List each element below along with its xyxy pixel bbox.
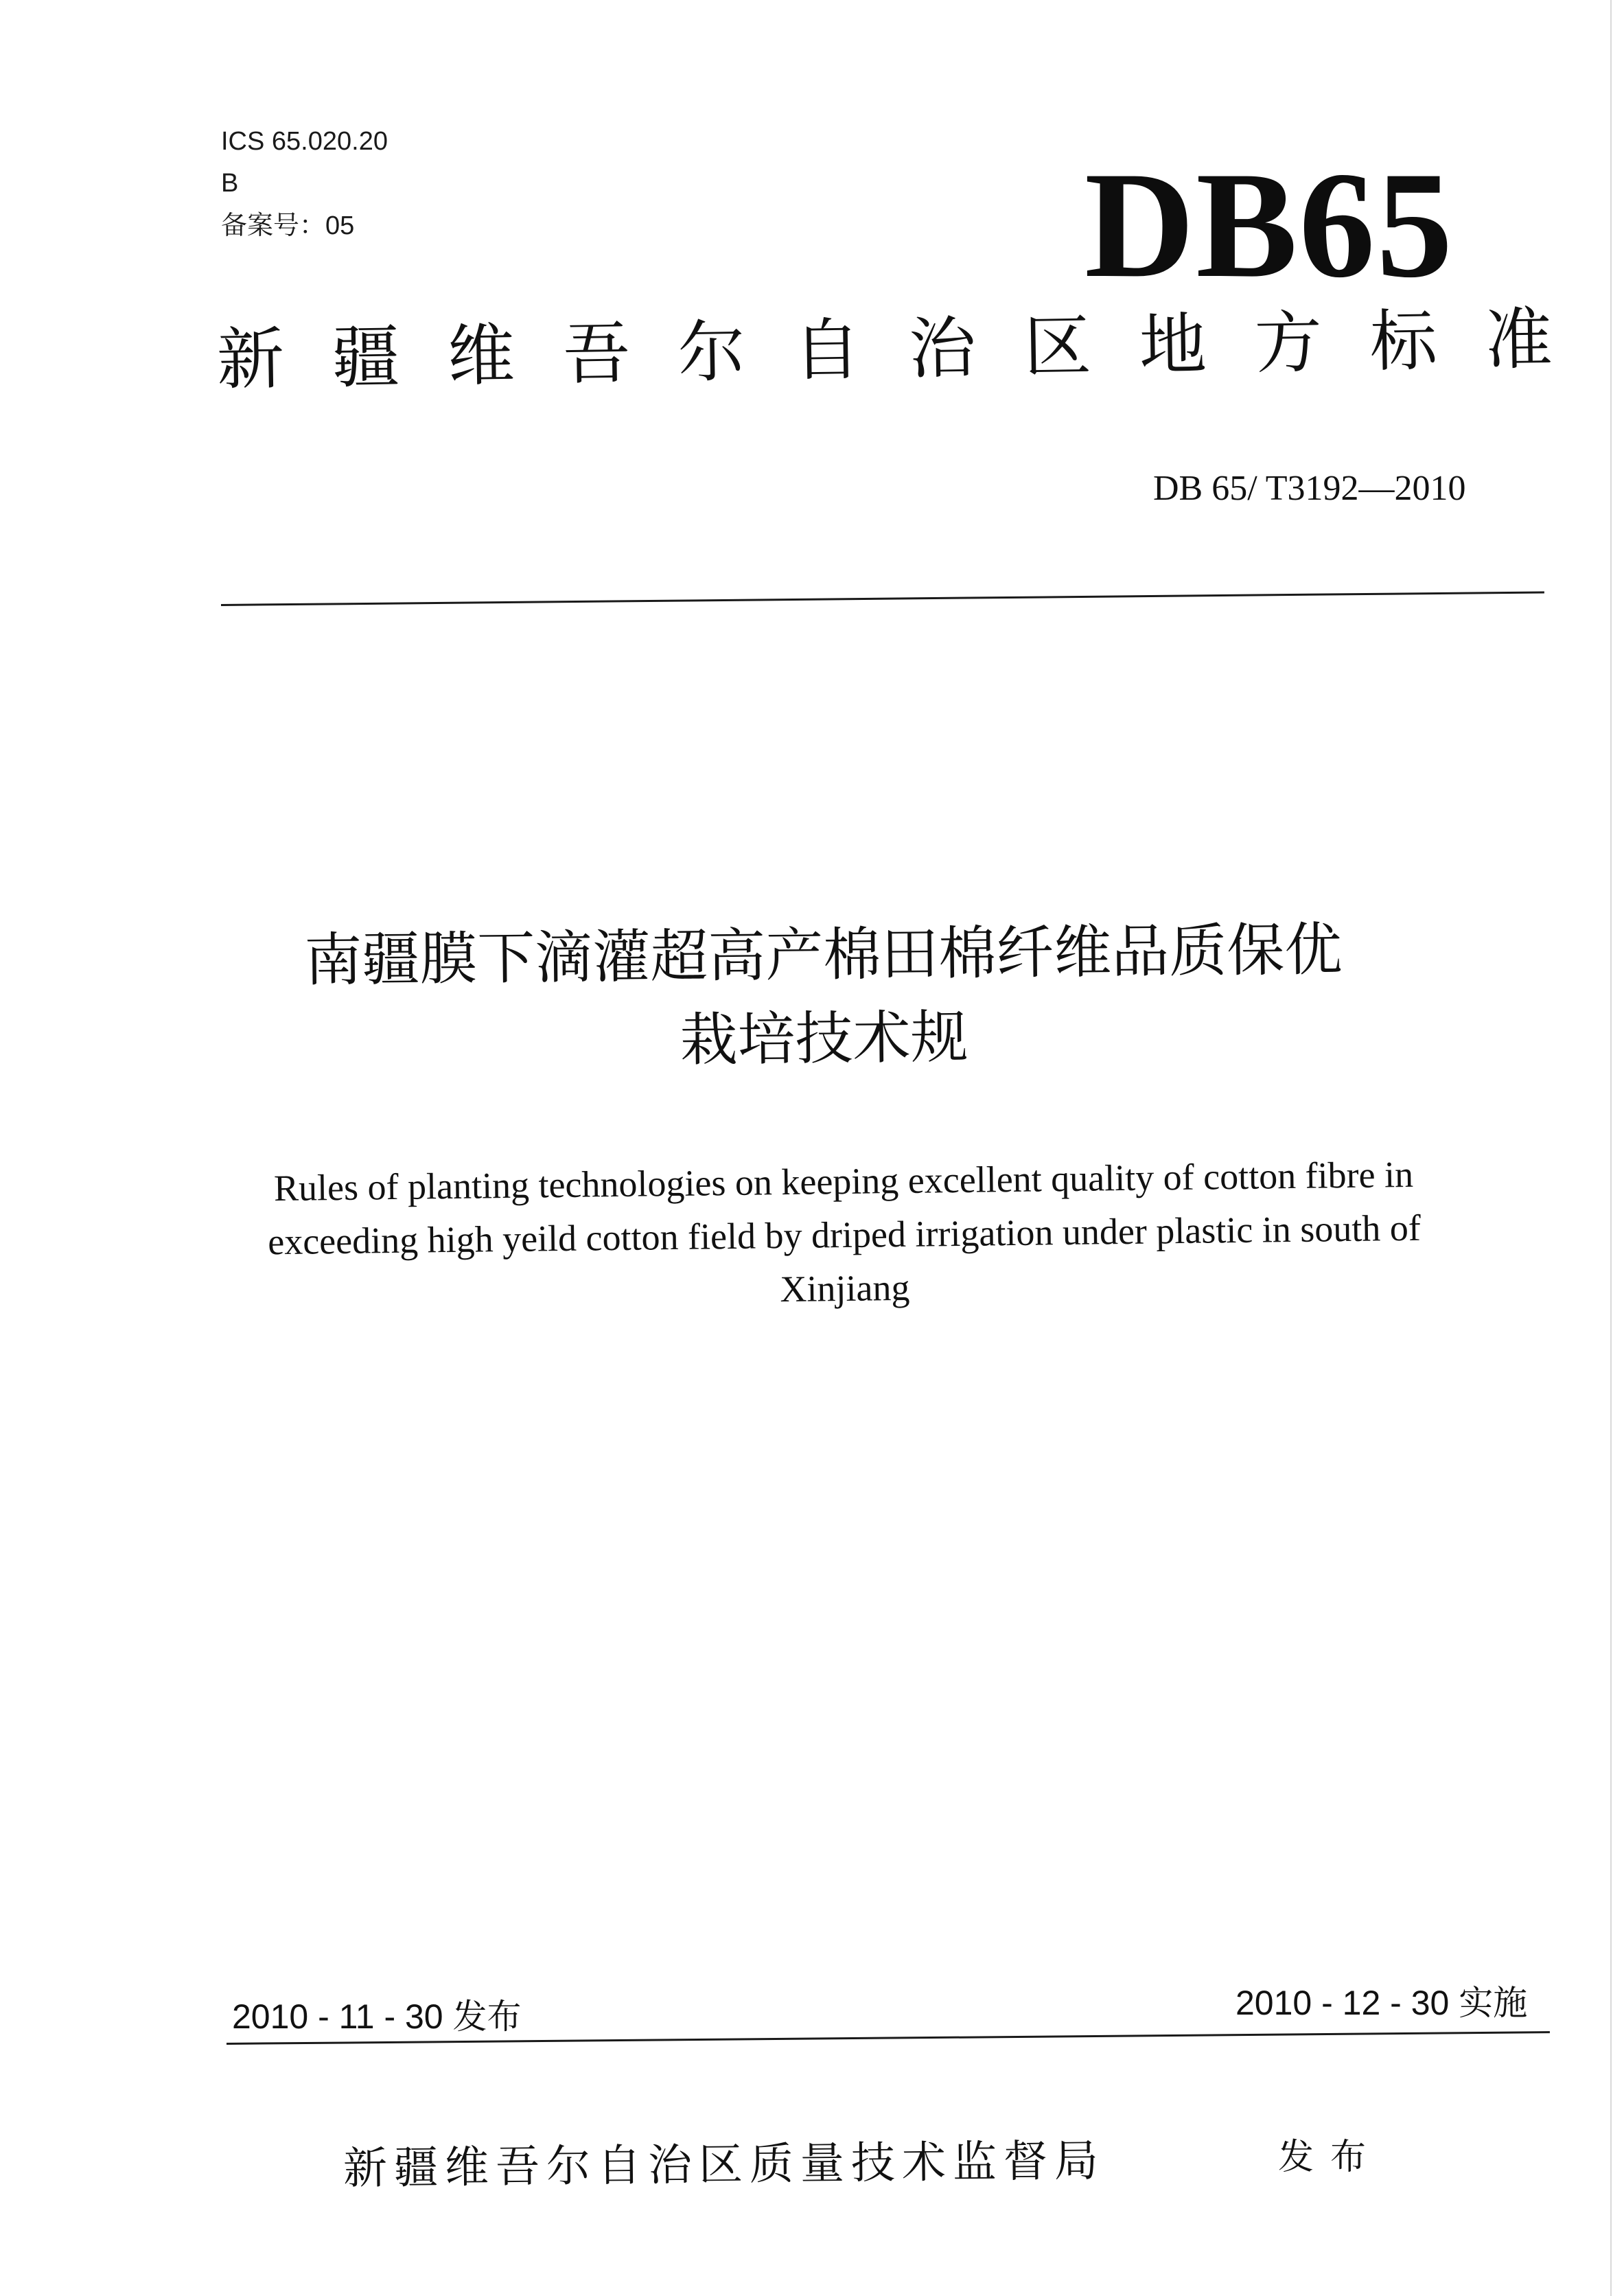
ics-code: ICS 65.020.20 (221, 127, 388, 156)
english-title (205, 1147, 1484, 1323)
english-title-line-3: Xinjiang (780, 1266, 910, 1310)
issuing-authority: 新疆维吾尔自治区质量技术监督局 (343, 2135, 1106, 2194)
issue-date: 2010 - 11 - 30 发布 (232, 1997, 522, 2036)
implementation-date: 2010 - 12 - 30 实施 (1236, 1984, 1528, 2022)
scan-edge-artifact (1610, 0, 1612, 2296)
db65-logo: DB65 (1084, 141, 1454, 310)
top-divider (221, 591, 1544, 606)
standard-type-heading: 新疆维吾尔自治区地方标准 (216, 299, 1601, 399)
chinese-title-line-2: 栽培技术规 (680, 1003, 969, 1074)
record-number: 备案号：05 (221, 211, 355, 240)
chinese-title (164, 906, 1483, 1087)
issued-label: 发布 (1278, 2137, 1383, 2178)
classification-code: B (221, 169, 239, 198)
chinese-title-line-1: 南疆膜下滴灌超高产棉田棉纤维品质保优 (303, 916, 1343, 994)
english-title-line-1: Rules of planting technologies on keeping excellent quality of cotton fibre in (273, 1153, 1414, 1209)
english-title-line-2: exceeding high yeild cotton field by driped irrigation under plastic in south of (267, 1207, 1422, 1263)
standard-code: DB 65/ T3192—2010 (1153, 469, 1466, 508)
